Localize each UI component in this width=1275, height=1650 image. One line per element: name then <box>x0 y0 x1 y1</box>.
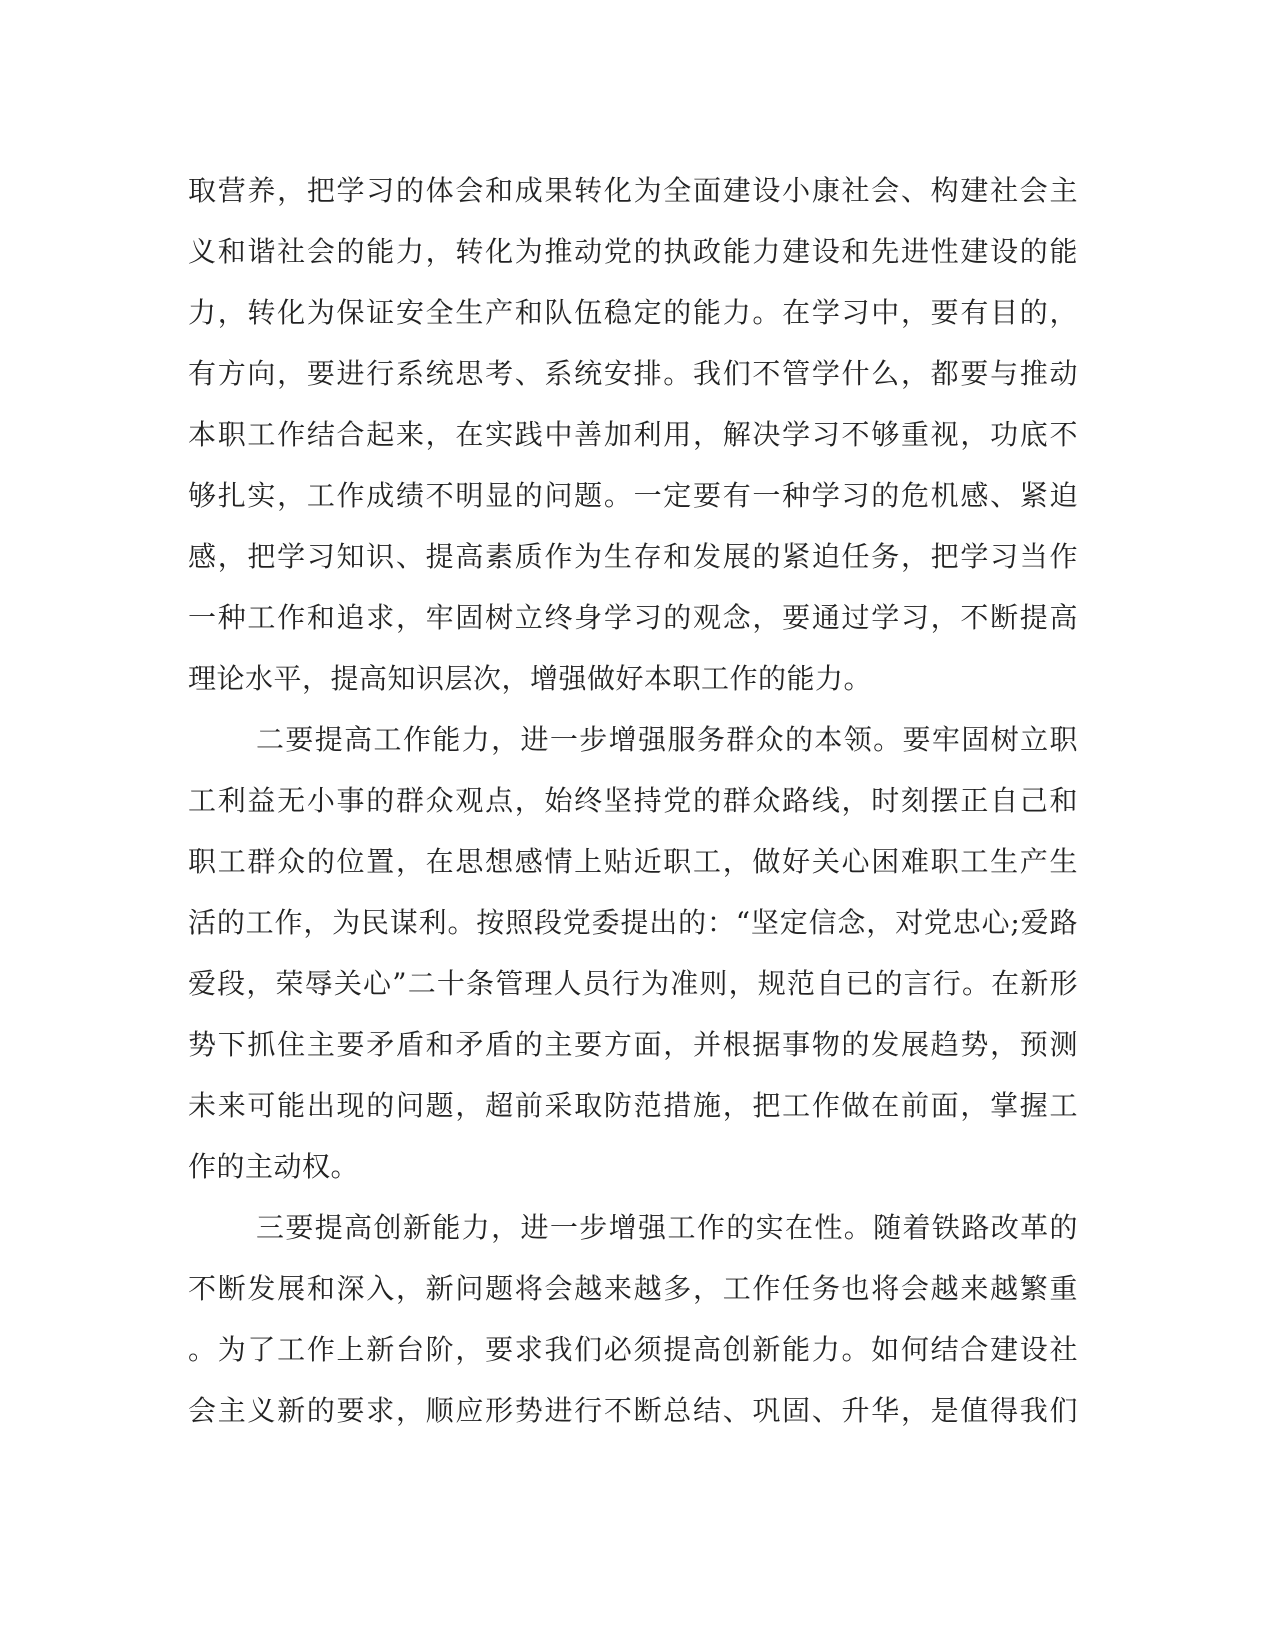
text-line: 一种工作和追求，牢固树立终身学习的观念，要通过学习，不断提高 <box>188 601 1078 634</box>
paragraph-1 <box>188 160 1078 709</box>
text-line: 职工群众的位置，在思想感情上贴近职工，做好关心困难职工生产生 <box>188 845 1078 878</box>
text-line: 够扎实，工作成绩不明显的问题。一定要有一种学习的危机感、紧迫 <box>188 479 1078 512</box>
text-line: 取营养，把学习的体会和成果转化为全面建设小康社会、构建社会主 <box>188 174 1078 207</box>
text-line: 本职工作结合起来，在实践中善加利用，解决学习不够重视，功底不 <box>188 418 1078 451</box>
text-line: 理论水平，提高知识层次，增强做好本职工作的能力。 <box>188 662 873 695</box>
text-line: 未来可能出现的问题，超前采取防范措施，把工作做在前面，掌握工 <box>188 1089 1078 1122</box>
paragraph-2 <box>188 709 1078 1197</box>
text-line: 有方向，要进行系统思考、系统安排。我们不管学什么，都要与推动 <box>188 357 1078 390</box>
text-line: 二要提高工作能力，进一步增强服务群众的本领。要牢固树立职 <box>256 723 1078 756</box>
text-line: 感，把学习知识、提高素质作为生存和发展的紧迫任务，把学习当作 <box>188 540 1078 573</box>
paragraph-3 <box>188 1197 1078 1441</box>
text-line: 不断发展和深入，新问题将会越来越多，工作任务也将会越来越繁重 <box>188 1272 1078 1305</box>
document-body <box>188 160 1078 1441</box>
text-line: 会主义新的要求，顺应形势进行不断总结、巩固、升华，是值得我们 <box>188 1394 1078 1427</box>
text-line: 势下抓住主要矛盾和矛盾的主要方面，并根据事物的发展趋势，预测 <box>188 1028 1078 1061</box>
text-line: 活的工作，为民谋利。按照段党委提出的：“坚定信念，对党忠心;爱路 <box>188 906 1078 939</box>
text-line: 作的主动权。 <box>188 1150 360 1183</box>
text-line: 义和谐社会的能力，转化为推动党的执政能力建设和先进性建设的能 <box>188 235 1078 268</box>
text-line: 。为了工作上新台阶，要求我们必须提高创新能力。如何结合建设社 <box>188 1333 1078 1366</box>
text-line: 工利益无小事的群众观点，始终坚持党的群众路线，时刻摆正自己和 <box>188 784 1078 817</box>
text-line: 爱段，荣辱关心”二十条管理人员行为准则，规范自已的言行。在新形 <box>188 967 1078 1000</box>
text-line: 力，转化为保证安全生产和队伍稳定的能力。在学习中，要有目的， <box>188 296 1078 329</box>
text-line: 三要提高创新能力，进一步增强工作的实在性。随着铁路改革的 <box>256 1211 1078 1244</box>
